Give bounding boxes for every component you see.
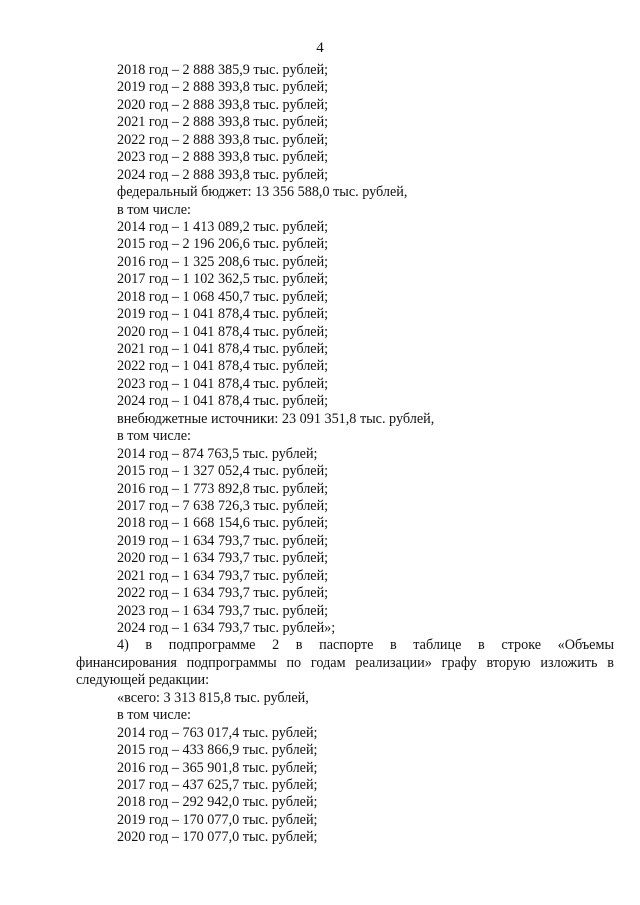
federal-budget-subheading: в том числе: (117, 201, 191, 218)
year-line: 2015 год – 433 866,9 тыс. рублей; (117, 742, 318, 759)
year-line: 2024 год – 2 888 393,8 тыс. рублей; (117, 166, 329, 183)
item4-paragraph-line: финансирования подпрограммы по годам реализации» графу вторую изложить в (76, 654, 614, 671)
year-line: 2016 год – 1 773 892,8 тыс. рублей; (117, 480, 329, 497)
year-line: 2015 год – 1 327 052,4 тыс. рублей; (117, 463, 329, 480)
extra-budget-subheading: в том числе: (117, 428, 191, 445)
year-line: 2018 год – 1 668 154,6 тыс. рублей; (117, 515, 329, 532)
year-line: 2021 год – 1 634 793,7 тыс. рублей; (117, 567, 329, 584)
subprogram2-total: «всего: 3 313 815,8 тыс. рублей, (117, 689, 309, 706)
page-number: 4 (316, 40, 324, 56)
year-line: 2023 год – 1 634 793,7 тыс. рублей; (117, 602, 329, 619)
year-line: 2017 год – 7 638 726,3 тыс. рублей; (117, 497, 329, 514)
year-line: 2020 год – 170 077,0 тыс. рублей; (117, 829, 318, 846)
year-line: 2017 год – 437 625,7 тыс. рублей; (117, 776, 318, 793)
year-line: 2014 год – 763 017,4 тыс. рублей; (117, 724, 318, 741)
year-line: 2019 год – 1 041 878,4 тыс. рублей; (117, 306, 329, 323)
extra-budget-heading: внебюджетные источники: 23 091 351,8 тыс. рублей, (117, 410, 435, 427)
year-line: 2015 год – 2 196 206,6 тыс. рублей; (117, 236, 329, 253)
item4-paragraph-line: 4) в подпрограмме 2 в паспорте в таблице в строке «Объемы (117, 637, 614, 654)
year-line: 2016 год – 365 901,8 тыс. рублей; (117, 759, 318, 776)
item4-paragraph-line: следующей редакции: (76, 672, 210, 689)
year-line: 2017 год – 1 102 362,5 тыс. рублей; (117, 271, 329, 288)
year-line: 2016 год – 1 325 208,6 тыс. рублей; (117, 253, 329, 270)
year-line: 2024 год – 1 634 793,7 тыс. рублей»; (117, 620, 336, 636)
year-line: 2014 год – 1 413 089,2 тыс. рублей; (117, 218, 329, 235)
year-line: 2014 год – 874 763,5 тыс. рублей; (117, 445, 318, 462)
year-line: 2022 год – 2 888 393,8 тыс. рублей; (117, 131, 329, 148)
year-line: 2021 год – 1 041 878,4 тыс. рублей; (117, 341, 329, 357)
federal-budget-heading: федеральный бюджет: 13 356 588,0 тыс. рублей, (117, 184, 408, 201)
year-line: 2023 год – 1 041 878,4 тыс. рублей; (117, 375, 329, 392)
year-line: 2020 год – 2 888 393,8 тыс. рублей; (117, 96, 329, 113)
year-line: 2021 год – 2 888 393,8 тыс. рублей; (117, 114, 329, 131)
year-line: 2018 год – 1 068 450,7 тыс. рублей; (117, 288, 329, 305)
year-line: 2020 год – 1 634 793,7 тыс. рублей; (117, 550, 329, 567)
year-line: 2024 год – 1 041 878,4 тыс. рублей; (117, 393, 329, 410)
year-line: 2020 год – 1 041 878,4 тыс. рублей; (117, 323, 329, 340)
year-line: 2022 год – 1 634 793,7 тыс. рублей; (117, 585, 329, 602)
year-line: 2018 год – 2 888 385,9 тыс. рублей; (117, 62, 329, 78)
year-line: 2023 год – 2 888 393,8 тыс. рублей; (117, 149, 329, 166)
year-line: 2019 год – 170 077,0 тыс. рублей; (117, 811, 318, 828)
document-body (0, 62, 640, 847)
year-line: 2018 год – 292 942,0 тыс. рублей; (117, 794, 318, 811)
year-line: 2022 год – 1 041 878,4 тыс. рублей; (117, 358, 329, 375)
subprogram2-subheading: в том числе: (117, 707, 191, 724)
year-line: 2019 год – 2 888 393,8 тыс. рублей; (117, 79, 329, 96)
year-line: 2019 год – 1 634 793,7 тыс. рублей; (117, 532, 329, 549)
